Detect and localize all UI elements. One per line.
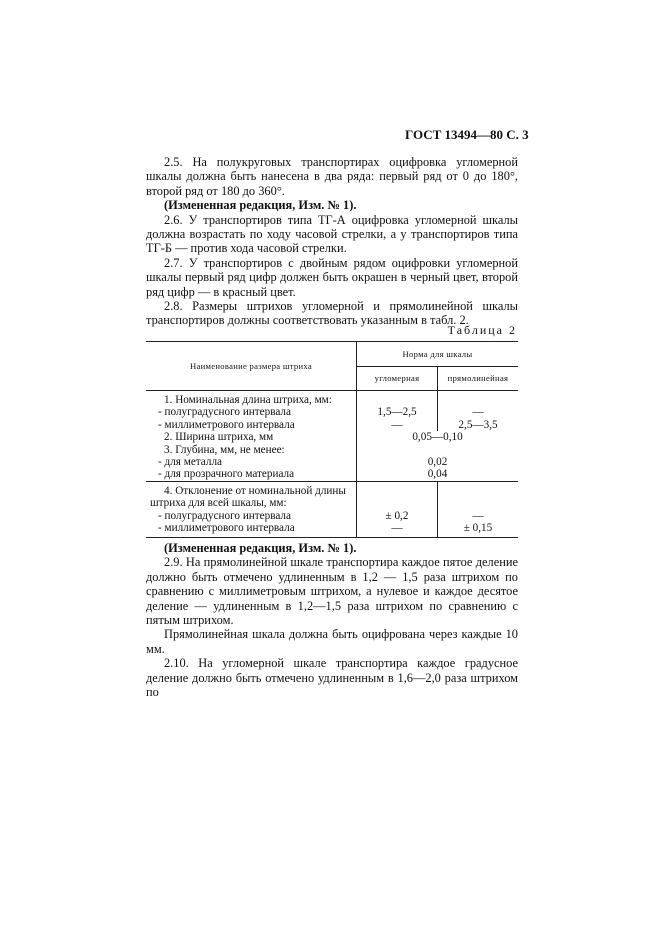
table-row xyxy=(146,391,518,432)
row-label: 2. Ширина штриха, мм xyxy=(164,431,274,444)
table-cell: 0,02 xyxy=(427,455,448,468)
amendment-note: (Измененная редакция, Изм. № 1). xyxy=(164,198,357,213)
amendment-note: (Измененная редакция, Изм. № 1). xyxy=(164,541,357,555)
column-header-name: Наименование размера штриха xyxy=(146,342,357,391)
column-header-angular: угломерная xyxy=(357,366,438,391)
paragraph-2-9: 2.9. На прямолинейной шкале транспортира каждое пятое деление должно быть отмечено удлиненным в 1,2 — 1,5 раза штрихом по сравнению с миллиметровым штрихом, а нулевое и каждое десятое деление — удлиненным в 1,2—1,5 раза штрихом по сравнению с пятым штрихом. xyxy=(146,555,518,628)
row-label: - для прозрачного материала xyxy=(158,468,295,481)
paragraph-2-5: 2.5. На полукруговых транспортирах оцифровка угломерной шкалы должна быть нанесена в два ряда: первый ряд от 0 до 180°, второй ряд от 180 до 360°. xyxy=(146,155,518,198)
table-cell: 0,05—0,10 xyxy=(412,431,463,444)
table-row xyxy=(146,481,518,538)
top-text-block xyxy=(146,155,518,328)
paragraph-linear-scale: Прямолинейная шкала должна быть оцифрована через каждые 10 мм. xyxy=(146,627,518,656)
table-cell: ± 0,15 xyxy=(463,521,493,534)
row-label: - полуградусного интервала xyxy=(158,509,291,522)
row-label: 4. Отклонение от номинальной длины xyxy=(164,484,346,497)
row-label: - миллиметрового интервала xyxy=(158,418,295,431)
row-label: - миллиметрового интервала xyxy=(158,521,295,534)
table-caption: Таблица 2 xyxy=(447,323,517,337)
bottom-text-block xyxy=(146,541,518,699)
paragraph-2-6: 2.6. У транспортиров типа ТГ-А оцифровка угломерной шкалы должна возрастать по ходу часовой стрелки, а у транспортиров типа ТГ-Б — против хода часовой стрелки. xyxy=(146,212,518,256)
paragraph-2-7: 2.7. У транспортиров с двойным рядом оцифровки угломерной шкалы первый ряд цифр должен быть окрашен в черный цвет, второй ряд цифр — в красный цвет. xyxy=(146,255,518,299)
table-cell: 0,04 xyxy=(427,468,448,481)
column-header-linear: прямолинейная xyxy=(438,366,519,391)
table-cell: 1,5—2,5 xyxy=(377,406,417,419)
paragraph-2-8: 2.8. Размеры штрихов угломерной и прямолинейной шкалы транспортиров должны соответствовать указанным в табл. 2. xyxy=(146,299,518,328)
row-label: - полуградусного интервала xyxy=(158,406,291,419)
table-cell: 2,5—3,5 xyxy=(458,418,498,431)
table-row xyxy=(146,444,518,482)
row-label: - для металла xyxy=(158,455,223,468)
table-cell: — xyxy=(472,406,484,419)
table-cell: — xyxy=(391,521,403,534)
column-header-norm: Норма для шкалы xyxy=(357,342,519,367)
table-cell: — xyxy=(472,509,484,522)
row-label: 1. Номинальная длина штриха, мм: xyxy=(164,394,332,406)
table-cell: ± 0,2 xyxy=(385,509,409,522)
stroke-size-table xyxy=(146,341,518,538)
row-label: 3. Глубина, мм, не менее: xyxy=(164,443,285,456)
row-label: штриха для всей шкалы, мм: xyxy=(150,497,287,510)
page-header: ГОСТ 13494—80 С. 3 xyxy=(405,127,529,142)
paragraph-2-10: 2.10. На угломерной шкале транспортира каждое градусное деление должно быть отмечено удлиненным в 1,6—2,0 раза штрихом по xyxy=(146,656,518,700)
table-row xyxy=(146,431,518,443)
table-cell: — xyxy=(391,418,403,431)
